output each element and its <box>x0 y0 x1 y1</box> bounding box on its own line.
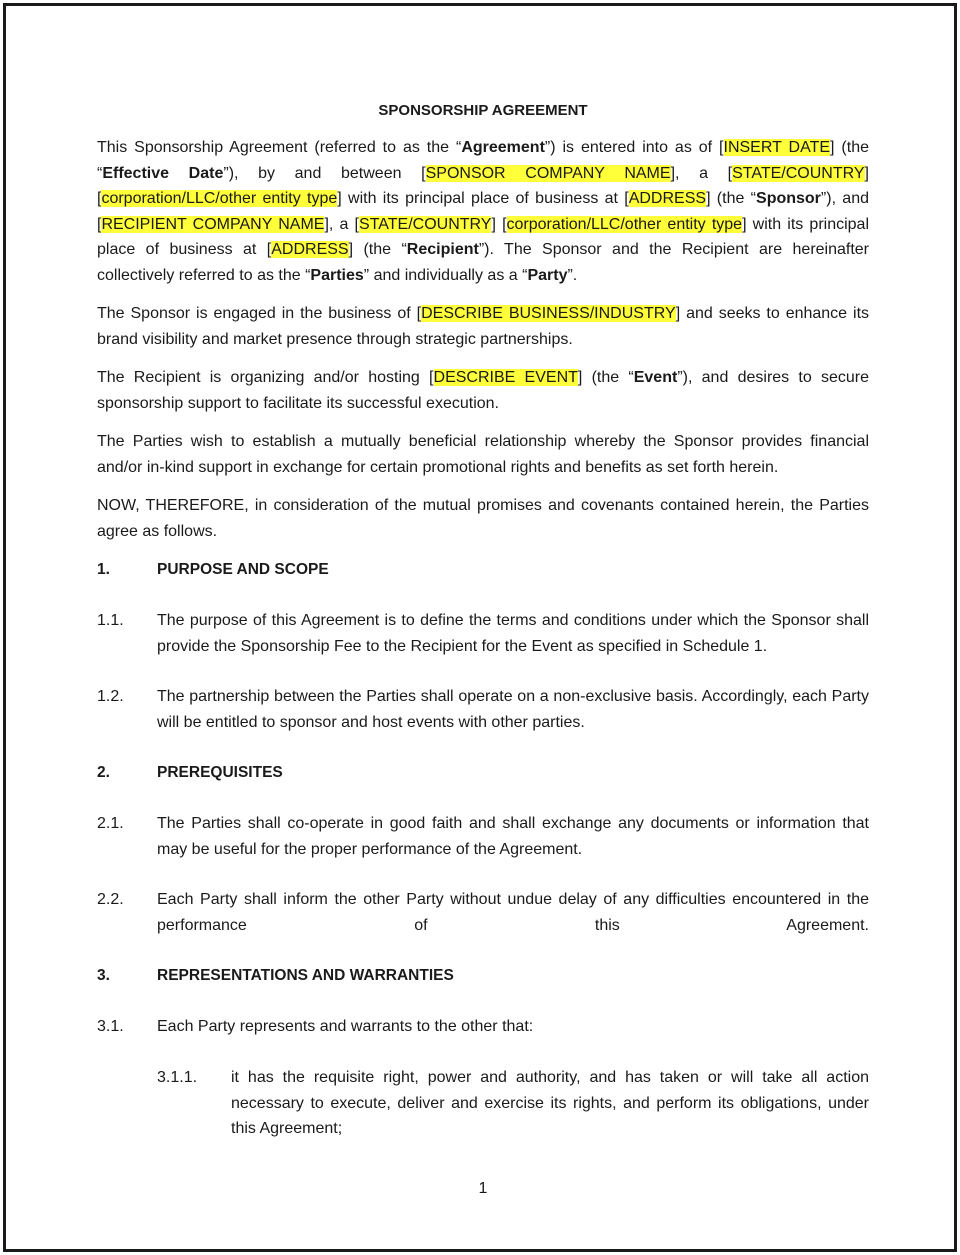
placeholder-sponsor-address: ADDRESS <box>628 190 707 207</box>
clause-2-1: 2.1. The Parties shall co-operate in good faith and shall exchange any documents or information that may be useful for the proper performance of the Agreement. <box>97 815 869 858</box>
clause-3-1: 3.1. Each Party represents and warrants to the other that: <box>97 1018 534 1035</box>
clause-2-2: 2.2. Each Party shall inform the other Party without undue delay of any difficulties encountered in the performance of this Agreement. <box>97 891 869 934</box>
placeholder-sponsor-company-name: SPONSOR COMPANY NAME <box>425 164 671 182</box>
placeholder-insert-date: INSERT DATE <box>723 139 831 156</box>
placeholder-recipient-address: ADDRESS <box>271 241 349 258</box>
relationship-paragraph: The Parties wish to establish a mutually beneficial relationship whereby the Sponsor provides financial and/or in-kind support in exchange for certain promotional rights and benefits as set forth herein. <box>97 433 869 476</box>
placeholder-recipient-entity-type: corporation/LLC/other entity type <box>506 215 743 233</box>
page-number: 1 <box>478 1180 488 1197</box>
clause-1-2: 1.2. The partnership between the Parties shall operate on a non-exclusive basis. Accordingly, each Party will be entitled to sponsor and host events with other parties. <box>97 688 869 731</box>
therefore-paragraph: NOW, THEREFORE, in consideration of the mutual promises and covenants contained herein, the Parties agree as follows. <box>97 497 869 540</box>
placeholder-describe-event: DESCRIBE EVENT <box>433 369 578 386</box>
intro-paragraph: This Sponsorship Agreement (referred to as the “Agreement”) is entered into as of [INSERT DATE] (the “Effective Date”), by and between [SPONSOR COMPANY NAME], a [STATE/COUNTRY] [corporation/LLC/other entity type] with its principal place of business at [ADDRESS] (the “Sponsor”), and [RECIPIENT COMPANY NAME], a [STATE/COUNTRY] [corporation/LLC/other entity type] with its principal place of business at [ADDRESS] (the “Recipient”). The Sponsor and the Recipient are hereinafter collectively referred to as the “Parties” and individually as a “Party”. <box>97 139 870 284</box>
placeholder-recipient-company-name: RECIPIENT COMPANY NAME <box>101 215 325 233</box>
clause-3-1-1: 3.1.1. it has the requisite right, power and authority, and has taken or will take all action necessary to execute, deliver and exercise its rights, and perform its obligations, under this Agreement; <box>157 1069 869 1137</box>
placeholder-describe-business: DESCRIBE BUSINESS/INDUSTRY <box>421 305 676 322</box>
clause-1-1: 1.1. The purpose of this Agreement is to define the terms and conditions under which the Sponsor shall provide the Sponsorship Fee to the Recipient for the Event as specified in Schedule 1. <box>97 612 869 655</box>
page-frame: SPONSORSHIP AGREEMENT This Sponsorship Agreement (referred to as the “Agreement”) is entered into as of [INSERT DATE] (the “Effective Date”), by and between [SPONSOR COMPANY NAME], a [STATE/COUNTRY] [corporation/LLC/other entity type] with its principal place of business at [ADDRESS] (the “Sponsor”), and [RECIPIENT COMPANY NAME], a [STATE/COUNTRY] [corporation/LLC/other entity type] with its principal place of business at [ADDRESS] (the “Recipient”). The Sponsor and the Recipient are hereinafter collectively referred to as the “Parties” and individually as a “Party”. The Sponsor is engaged in the business of [DESCRIBE BUSINESS/INDUSTRY] and seeks to enhance its brand visibility and market presence through strategic partnerships. The Recipient is organizing and/or hosting [DESCRIBE EVENT] (the “Event”), and desires to secure sponsorship support to facilitate its successful execution. The Parties wish to establish a mutually beneficial relationship whereby the Sponsor provides financial and/or in-kind support in exchange for certain promotional rights and benefits as set forth herein. NOW, THEREFORE, in consideration of the mutual promises and covenants contained herein, the Parties agree as follows. 1. PURPOSE AND SCOPE 1.1. The purpose of this Agreement is to define the terms and conditions under which the Sponsor shall provide the Sponsorship Fee to the Recipient for the Event as specified in Schedule 1. 1.2. The partnership between the Parties shall operate on a non-exclusive basis. Accordingly, each Party will be entitled to sponsor and host events with other parties. 2. PREREQUISITES 2.1. The Parties shall co-operate in good faith and shall exchange any documents or information that may be useful for the proper performance of the Agreement. 2.2. Each Party shall inform the other Party without undue delay of any difficulties encountered in the performance of this Agreement. 3. REPRESENTATIONS AND WARRANTIES 3.1. Each Party represents and warrants to the other that: 3.1.1. it has the requisite right, power and authority, and has taken or will take all action necessary to execute, deliver and exercise its rights, and perform its obligations, under this Agreement; 1 <box>3 3 957 1252</box>
placeholder-sponsor-state-country: STATE/COUNTRY <box>732 164 865 182</box>
placeholder-sponsor-entity-type: corporation/LLC/other entity type <box>101 190 338 207</box>
event-paragraph: The Recipient is organizing and/or hosting [DESCRIBE EVENT] (the “Event”), and desires to secure sponsorship support to facilitate its successful execution. <box>97 369 870 412</box>
placeholder-recipient-state-country: STATE/COUNTRY <box>359 215 492 233</box>
business-paragraph: The Sponsor is engaged in the business of [DESCRIBE BUSINESS/INDUSTRY] and seeks to enhance its brand visibility and market presence through strategic partnerships. <box>97 305 870 348</box>
document-title: SPONSORSHIP AGREEMENT <box>378 102 588 119</box>
